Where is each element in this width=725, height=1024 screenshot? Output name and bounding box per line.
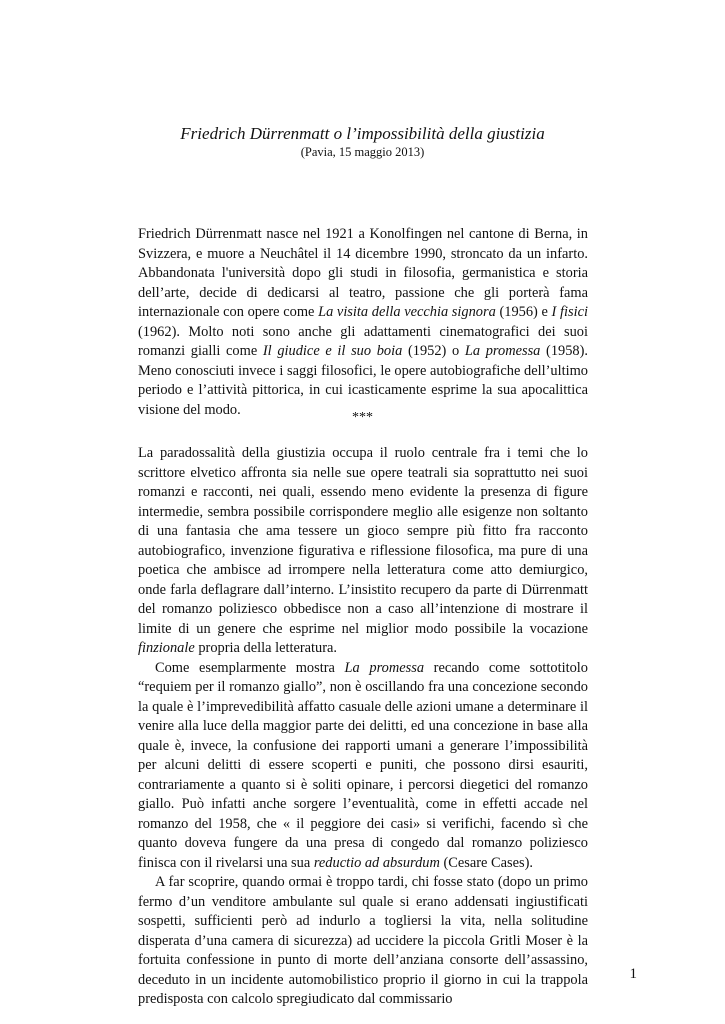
body-text: recando come sottotitolo “requiem per il romanzo giallo”, non è oscillando fra una concezione secondo la quale è l’imprevedibilità affatto casuale delle azioni umane a determinare il venire alla luce della maggior parte dei delitti, ed una concezione in base alla quale è, invece, la confusione dei rapporti umani a generare l’impossibilità per alcuni delitti di essere scoperti e puniti, che possono dirsi esauriti, contrariamente a quanto si è soliti opinare, i percorsi diegetici del romanzo giallo. Può infatti anche sorgere l’eventualità, come in effetti accade nel romanzo del 1958, che « il peggiore dei casi» si verifichi, facendo sì che quanto doveva fungere da una presa di congedo dal romanzo poliziesco finisca con il rivelarsi una sua: [138, 659, 588, 871]
italic-title-text: finzionale: [138, 640, 195, 656]
paragraph-promessa: [138, 659, 588, 874]
body-text: Friedrich Dürrenmatt nasce nel 1921 a Konolfingen nel cantone di Berna, in Svizzera, e muore a Neuchâtel il 14 dicembre 1990, stroncato da un infarto. Abbandonata l'università dopo gli studi in filosofia, germanistica e storia dell’arte, decide di dedicarsi al teatro, passione che gli porterà fama internazionale con opere come: [138, 226, 588, 320]
page-number: 1: [629, 966, 637, 982]
body-text: La paradossalità della giustizia occupa il ruolo centrale fra i temi che lo scrittore elvetico affronta sia nelle sue opere teatrali sia soprattutto nei suoi romanzi e racconti, nei quali, essendo meno evidente la presenza di figure intermedie, sembra possibile corrispondere meglio alle esigenze non soltanto di una fantasia che ama tessere un gioco sempre più fitto fra racconto autobiografico, invenzione figurativa e riflessione filosofica, ma pure di una poetica che ambisce ad irrompere nella letteratura come atto demiurgico, onde farla deflagrare dall’interno. L’insistito recupero da parte di Dürrenmatt del romanzo poliziesco obbedisce non a caso all’intenzione di mostrare il limite di un genere che esprime nel miglior modo possibile la vocazione: [138, 445, 588, 637]
body-text: (1962). Molto noti sono anche gli adattamenti cinematografici dei suoi romanzi gialli come: [138, 323, 588, 359]
italic-title-text: reductio ad absurdum: [313, 854, 440, 871]
body-text: (1952) o: [402, 343, 465, 359]
italic-title-text: Il giudice e il suo boia: [262, 343, 403, 359]
body-text: (1958). Meno conosciuti invece i saggi filosofici, le opere autobiografiche dell’ultimo periodo e l’attività pittorica, in cui icasticamente esprime la sua apocalittica visione del modo.: [138, 343, 589, 418]
document-title: Friedrich Dürrenmatt o l’impossibilità della giustizia: [180, 124, 545, 143]
paragraph-intro: [138, 225, 588, 420]
italic-title-text: La promessa: [344, 659, 425, 676]
paragraph-gritli: [138, 873, 588, 1010]
main-section: [138, 444, 588, 1010]
body-text: Come esemplarmente mostra: [155, 659, 345, 676]
intro-section: [138, 225, 588, 420]
body-text: A far scoprire, quando ormai è troppo tardi, chi fosse stato (dopo un primo fermo d’un venditore ambulante sul quale si erano addensati ingiustificati sospetti, sufficienti però ad indurlo a togliersi la vita, nella solitudine disperata d’una camera di sicurezza) ad uccidere la piccola Gritli Moser è la fortuita confessione in punto di morte dell’anziana consorte dell’assassino, deceduto in un incidente automobilistico proprio il giorno in cui la trappola predisposta con calcolo spregiudicato dal commissario: [138, 874, 588, 1007]
italic-title-text: La promessa: [464, 343, 541, 359]
italic-title-text: La visita della vecchia signora: [318, 304, 496, 320]
body-text: (1956) e: [495, 304, 552, 320]
body-text: (Cesare Cases).: [439, 854, 533, 871]
italic-title-text: I fisici: [551, 304, 588, 320]
document-subtitle: (Pavia, 15 maggio 2013): [300, 145, 425, 159]
paragraph-paradox: [138, 444, 588, 659]
section-separator: ***: [352, 410, 373, 425]
body-text: propria della letteratura.: [194, 640, 337, 656]
